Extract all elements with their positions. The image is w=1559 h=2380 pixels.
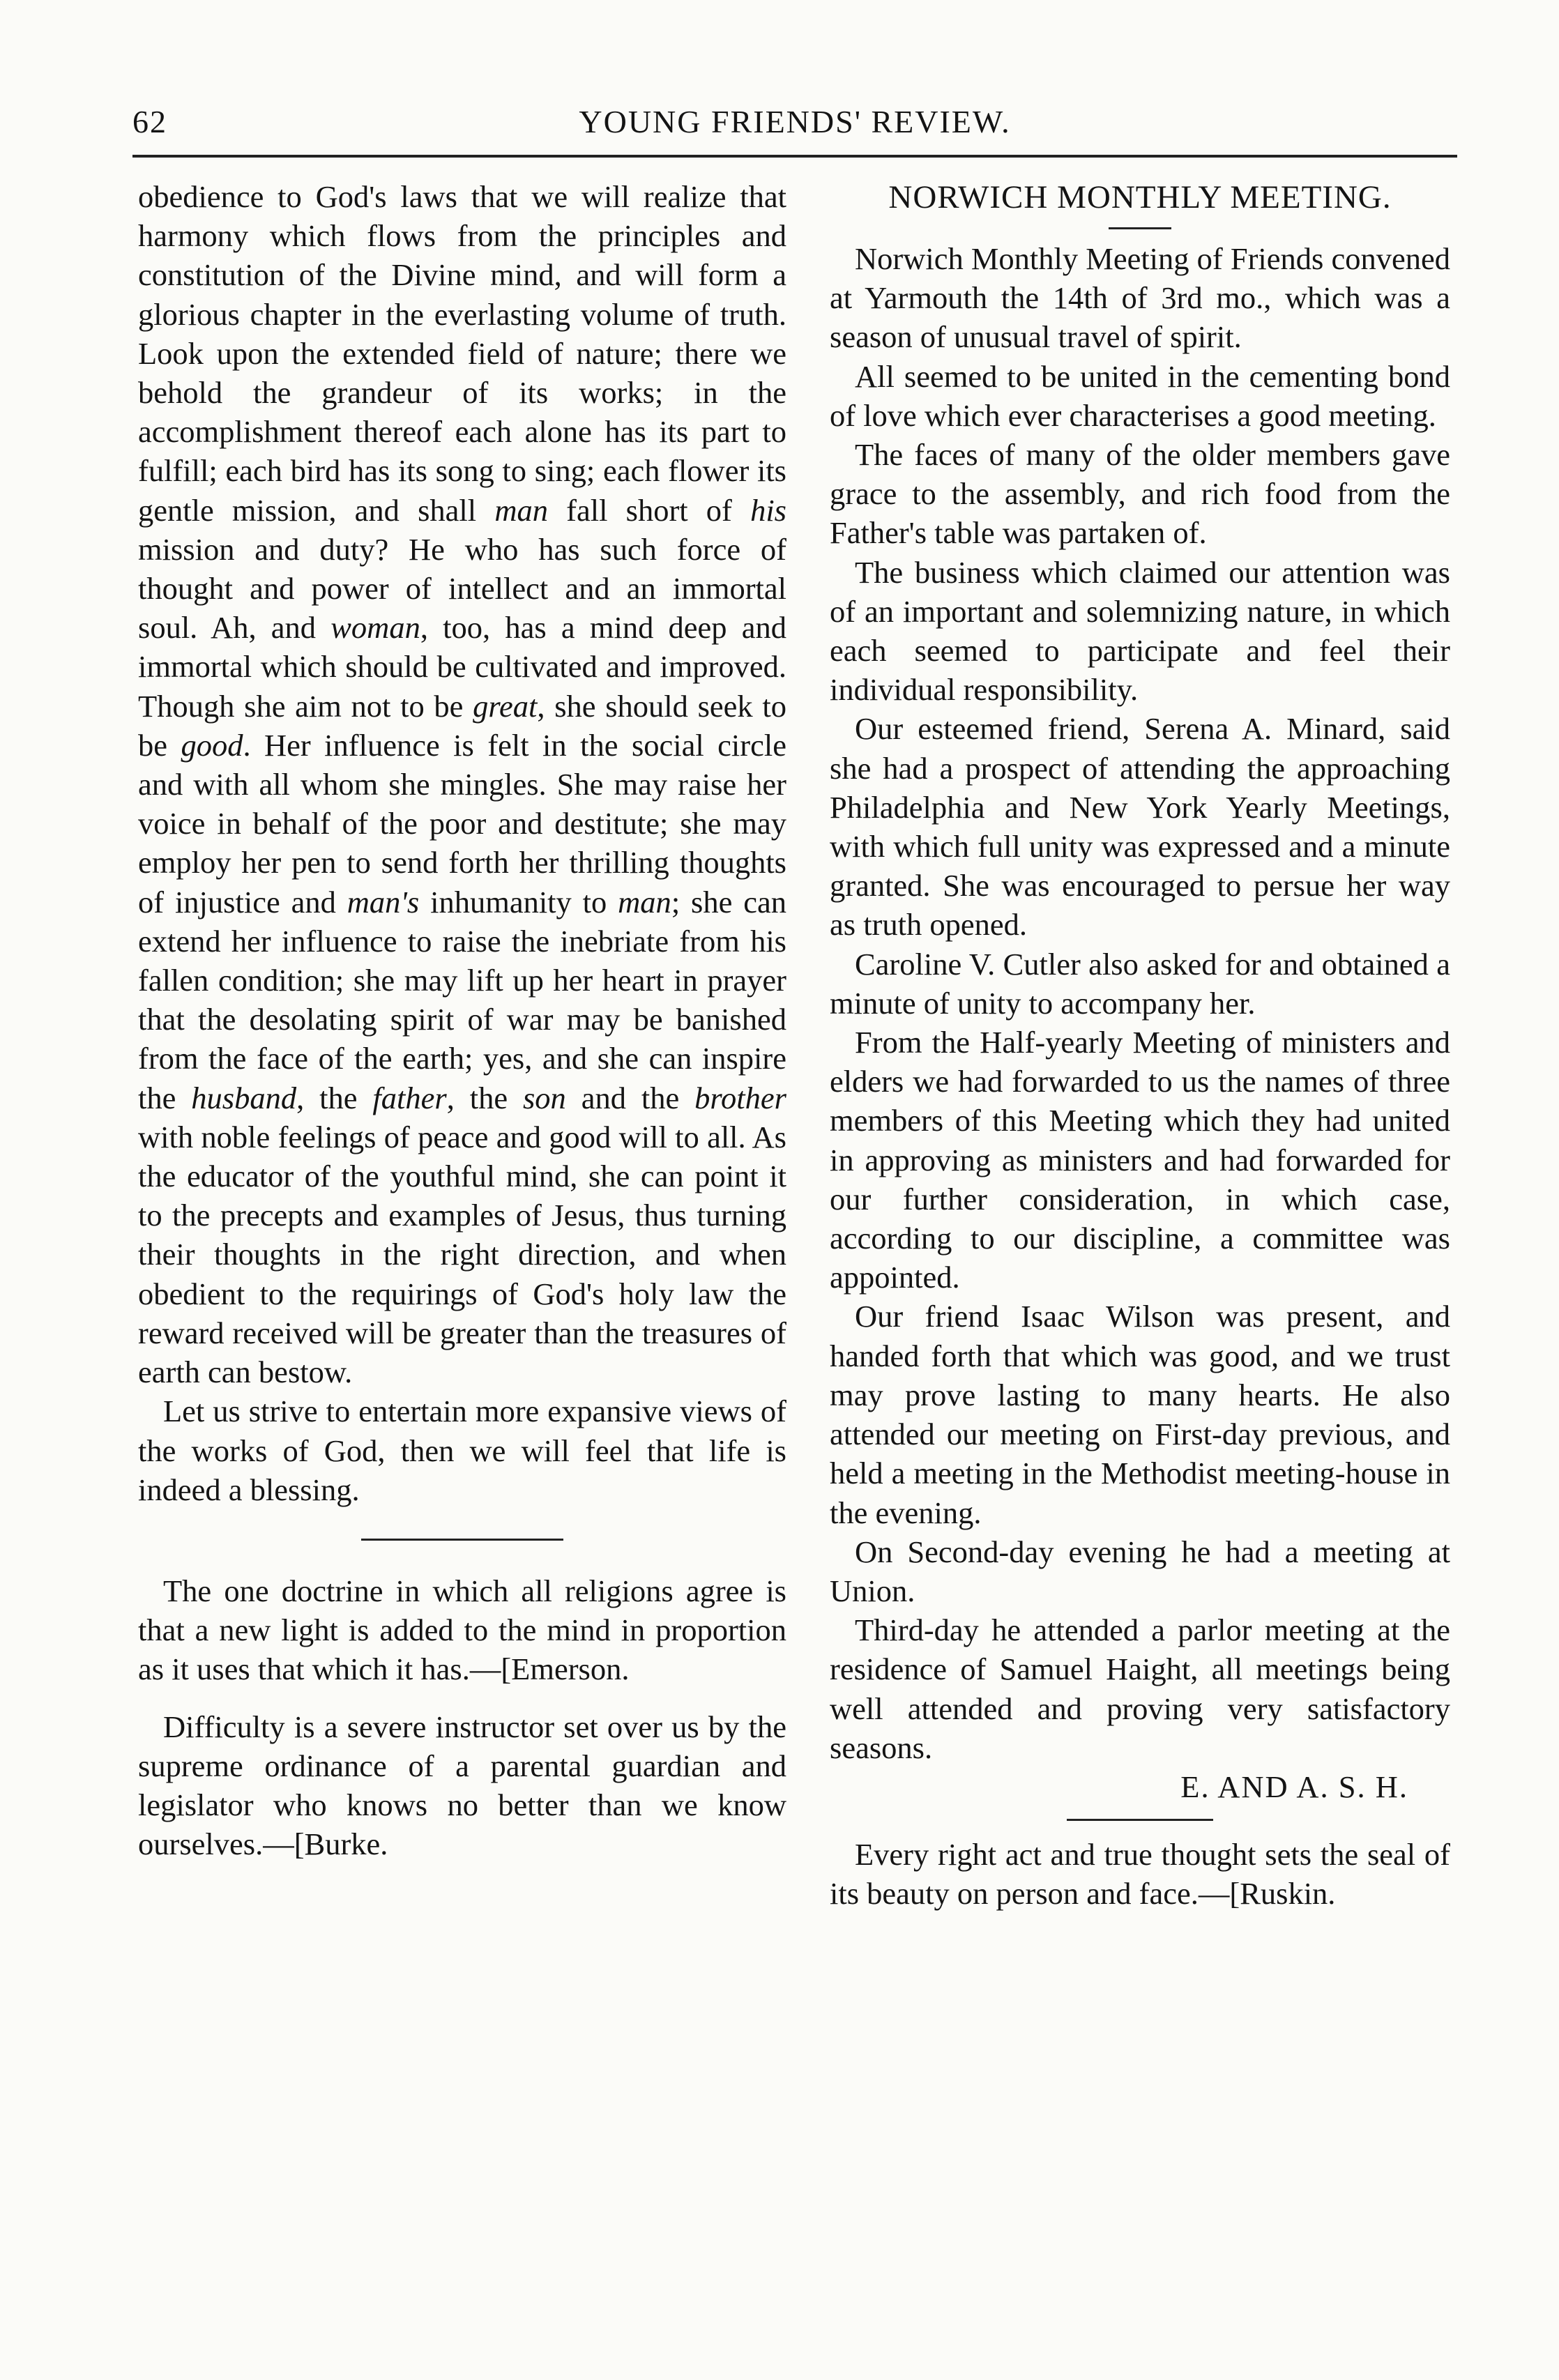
italic-run: his [750, 492, 786, 528]
italic-run: man [618, 884, 671, 920]
article-paragraph: Caroline V. Cutler also asked for and obtained a minute of unity to accompany her. [830, 946, 1450, 1021]
page-header [132, 98, 1457, 146]
text-run: inhumanity to [419, 884, 618, 920]
text-run: fall short of [547, 492, 751, 528]
article-paragraph: From the Half-yearly Meeting of ministers and elders we had forwarded to us the names of three members of this Meeting which they had united in approving as ministers and had forwarded for our further consideration, in which case, according to our discipline, a committee was appointed. [830, 1025, 1450, 1295]
text-run: , the [446, 1080, 523, 1115]
article-paragraph: Our esteemed friend, Serena A. Minard, said she had a prospect of attending the approaching Philadelphia and New York Yearly Meetings, with which full unity was expressed and a minute granted. She was encouraged to persue her way as truth opened. [830, 711, 1450, 943]
page-number: 62 [132, 104, 167, 139]
header-rule [132, 155, 1457, 158]
italic-run: son [522, 1080, 566, 1115]
text-run: mission and duty? He who has such force of thought and power of intellect and an immortal soul. Ah, and [138, 531, 786, 646]
text-run: . Her influence is felt in the social circle and with all whom she mingles. She may raise her voice in behalf of the poor and destitute; she may employ her pen to send forth her thrilling thoughts of injustice and [138, 727, 786, 920]
title-rule [1109, 227, 1171, 229]
signature-text: E. AND A. S. H. [1180, 1769, 1408, 1804]
italic-run: good [181, 727, 243, 763]
burke-quote: Difficulty is a severe instructor set over us by the supreme ordinance of a parental guardian and legislator who knows no better than we know ourselves.—[Burke. [138, 1709, 786, 1862]
text-run: ; she can extend her influence to raise the inebriate from his fallen condition; she may lift up her heart in prayer that the desolating spirit of war may be banished from the face of the earth; yes, and she can inspire the [138, 884, 786, 1115]
article-paragraph: The business which claimed our attention was of an important and solemnizing nature, in which each seemed to participate and feel their individual responsibility. [830, 554, 1450, 708]
running-head: YOUNG FRIENDS' REVIEW. [579, 104, 1011, 139]
article-paragraph: On Second-day evening he had a meeting at Union. [830, 1534, 1450, 1608]
italic-run: man [494, 492, 548, 528]
article-paragraph: Norwich Monthly Meeting of Friends convened at Yarmouth the 14th of 3rd mo., which was a season of unusual travel of spirit. [830, 241, 1450, 355]
left-column [138, 177, 786, 1863]
text-run: with noble feelings of peace and good will to all. As the educator of the youthful mind, she can point it to the precepts and examples of Jesus, thus turning their thoughts in the right direction, and when obedient to the requirings of God's holy law the reward received will be greater than the treasures of earth can bestow. [138, 1119, 786, 1390]
text-run: and the [565, 1080, 695, 1115]
right-column [830, 177, 1450, 1914]
ruskin-quote: Every right act and true thought sets the seal of its beauty on person and face.—[Ruskin. [830, 1837, 1450, 1912]
italic-run: father [372, 1080, 447, 1115]
article-paragraph: Third-day he attended a parlor meeting at the residence of Samuel Haight, all meetings being well attended and proving very satisfactory seasons. [830, 1612, 1450, 1765]
section-divider [1067, 1819, 1213, 1821]
italic-run: woman [330, 610, 420, 646]
essay-paragraph-2: Let us strive to entertain more expansive views of the works of God, then we will feel that life is indeed a blessing. [138, 1394, 786, 1507]
italic-run: great [473, 688, 538, 724]
italic-run: man's [347, 884, 420, 920]
text-run: , too, has a mind deep and immortal which should be cultivated and improved. Though she aim not to be [138, 610, 786, 724]
article-paragraph: All seemed to be united in the cementing bond of love which ever characterises a good meeting. [830, 358, 1450, 433]
emerson-quote: The one doctrine in which all religions agree is that a new light is added to the mind in proportion as it uses that which it has.—[Emerson. [138, 1573, 786, 1687]
text-run: obedience to God's laws that we will realize that harmony which flows from the principles and constitution of the Divine mind, and will form a glorious chapter in the everlasting volume of truth. Look upon the extended field of nature; there we behold the grandeur of its works; in the accomplishment thereof each alone has its part to fulfill; each bird has its song to sing; each flower its gentle mission, and shall [138, 179, 786, 528]
section-divider [361, 1539, 563, 1541]
article-signature [830, 1767, 1450, 1806]
text-run: , she should seek to be [138, 688, 786, 763]
italic-run: husband [191, 1080, 297, 1115]
article-paragraph: The faces of many of the older members gave grace to the assembly, and rich food from the Father's table was partaken of. [830, 437, 1450, 551]
article-paragraph: Our friend Isaac Wilson was present, and handed forth that which was good, and we trust may prove lasting to many hearts. He also attended our meeting on First-day previous, and held a meeting in the Methodist meeting-house in the evening. [830, 1299, 1450, 1530]
text-run: , the [296, 1080, 373, 1115]
essay-paragraph-1 [138, 177, 786, 1391]
article-title: NORWICH MONTHLY MEETING. [888, 179, 1392, 215]
italic-run: brother [694, 1080, 786, 1115]
